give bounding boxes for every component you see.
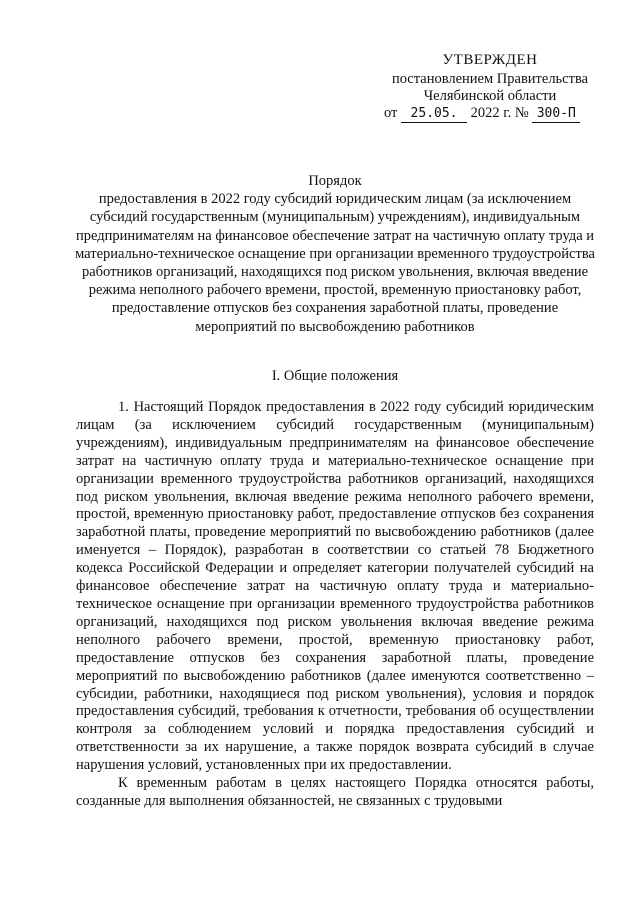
approval-line-1: постановлением Правительства xyxy=(391,71,589,87)
document-body xyxy=(76,399,594,811)
approval-date-line xyxy=(384,105,600,123)
approval-line-2: Челябинской области xyxy=(423,88,557,104)
approval-number: 300-П xyxy=(532,105,580,123)
section-heading: I. Общие положения xyxy=(271,368,399,384)
approval-title: УТВЕРЖДЕН xyxy=(442,52,538,68)
paragraph-1: 1. Настоящий Порядок предоставления в 2022 году субсидий юридическим лицам (за исключением субсидий государственным (муниципальным) учреждениям), индивидуальным предпринимателям на финансовое обеспечение затрат на частичную оплату труда и материально-техническое оснащение при организации временного трудоустройства работников организаций, находящихся под риском увольнения, включая введение режима неполного рабочего времени, простой, временную приостановку работ, предоставление отпусков без сохранения заработной платы, проведение мероприятий по высвобождению работников (далее именуется – Порядок), разработан в соответствии со статьей 78 Бюджетного кодекса Российской Федерации и определяет категории получателей субсидий на финансовое обеспечение затрат на частичную оплату труда и материально-техническое оснащение при организации временного трудоустройства работников организаций, находящихся под риском увольнения включая введение режима неполного рабочего времени, простой, временную приостановку работ, предоставление отпусков без сохранения заработной платы, проведение мероприятий по высвобождению работников (далее именуются соответственно – субсидии, работники, находящиеся под риском увольнения), условия и порядок предоставления субсидий, требования к отчетности, требования об осуществлении контроля за соблюдением условий и порядка предоставления субсидий и ответственности за их нарушение, а также порядок возврата субсидий в случае нарушения условий, установленных при их предоставлении. xyxy=(76,399,594,774)
approval-date: 25.05. xyxy=(401,105,467,123)
approval-year-text: 2022 г. № xyxy=(470,105,529,121)
document-title-block xyxy=(70,172,600,336)
approval-stamp xyxy=(380,52,600,123)
paragraph-2: К временным работам в целях настоящего Порядка относятся работы, созданные для выполнения обязанностей, не связанных с трудовыми xyxy=(76,775,594,809)
document-subtitle: предоставления в 2022 году субсидий юридическим лицам (за исключением субсидий государственным (муниципальным) учреждениям), индивидуальным предпринимателям на финансовое обеспечение затрат на частичную оплату труда и материально-техническое оснащение при организации временного трудоустройства работников организаций, находящихся под риском увольнения, включая введение режима неполного рабочего времени, простой, временную приостановку работ, предоставление отпусков без сохранения заработной платы, проведение мероприятий по высвобождению работников xyxy=(75,191,595,335)
document-heading: Порядок xyxy=(308,173,362,189)
approval-date-prefix: от xyxy=(384,105,398,121)
